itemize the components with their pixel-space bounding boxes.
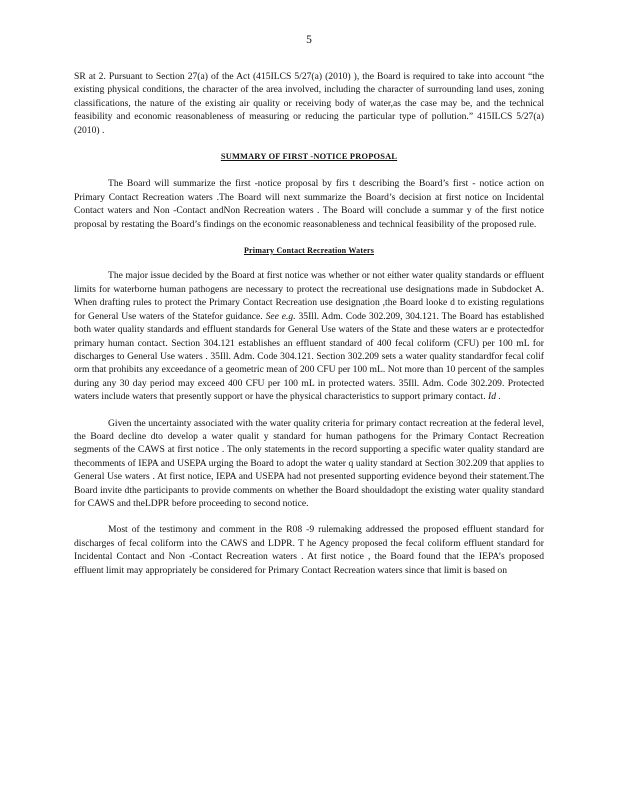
citation-see-eg: See e.g. <box>265 310 296 322</box>
paragraph-major-issue <box>74 269 544 403</box>
paragraph-summary: The Board will summarize the first -notice proposal by firs t describing the Board’s first - notice action on Primary Contact Recreation waters .The Board will next summarize the Board’s decision at first notice on Incidental Contact waters and Non -Contact andNon Recreation waters . The Board will conclude a summar y of the first notice proposal by restating the Board’s findings on the economic reasonableness and technical feasibility of the proposed rule. <box>74 178 544 230</box>
paragraph-major-issue-text-2: 35Ill. Adm. Code 302.209, 304.121. The Board has established both water quality standards and effluent standards for General Use waters of the State and these waters ar e protectedfor primary human contact. Section 304.121 establishes an effluent standard of 400 fecal coliform (CFU) per 100 mL for discharges to General Use waters . 35Ill. Adm. Code 304.121. Section 302.209 sets a water quality standardfor fecal colif orm that prohibits any exceedance of a geometric mean of 200 CFU per 100 mL. Not more than 10 percent of the samples during any 30 day period may exceed 400 CFU per 100 mL in protected waters. 35Ill. Adm. Code 302.209. Protected waters include waters that presently support or have the physical characteristics to support primary contact. <box>74 310 545 403</box>
paragraph-major-issue-end: . <box>496 391 501 403</box>
heading-summary: SUMMARY OF FIRST -NOTICE PROPOSAL <box>220 152 398 162</box>
heading-primary-contact: Primary Contact Recreation Waters <box>243 246 375 256</box>
citation-id: Id <box>488 391 497 403</box>
document-body <box>74 70 544 590</box>
paragraph-intro: SR at 2. Pursuant to Section 27(a) of the Act (415ILCS 5/27(a) (2010) ), the Board is required to take into account “the existing physical conditions, the character of the area involved, including the character of surrounding land uses, zoning classifications, the nature of the existing air quality or receiving body of water,as the case may be, and the technical feasibility and economic reasonableness of measuring or reducing the particular type of pollution.” 415ILCS 5/27(a) (2010) . <box>74 71 544 136</box>
paragraph-major-issue-text-1: The major issue decided by the Board at first notice was whether or not either water quality standards or effluent limits for waterborne human pathogens are necessary to protect the recreational use designations made in Subdocket A. When drafting rules to protect the Primary Contact Recreation use designation ,the Board looke d to existing regulations for General Use waters of the Statefor guidance. <box>74 270 544 322</box>
page-number: 5 <box>306 34 312 46</box>
paragraph-uncertainty: Given the uncertainty associated with the water quality criteria for primary contact recreation at the federal level, the Board decline dto develop a water qualit y standard for human pathogens for the Primary Contact Recreation segments of the CAWS at first notice . The only statements in the record supporting a specific water quality standard are thecomments of IEPA and USEPA urging the Board to adopt the water q uality standard at Section 302.209 that applies to General Use waters . At first notice, IEPA and USEPA had not presented supporting evidence beyond their statement.The Board invite dthe participants to provide comments on whether the Board shouldadopt the existing water quality standard for CAWS and theLDPR before proceeding to second notice. <box>74 417 544 509</box>
paragraph-testimony: Most of the testimony and comment in the R08 -9 rulemaking addressed the proposed effluent standard for discharges of fecal coliform into the CAWS and LDPR. T he Agency proposed the fecal coliform effluent standard for Incidental Contact and Non -Contact Recreation waters . At first notice , the Board found that the IEPA’s proposed effluent limit may appropriately be considered for Primary Contact Recreation waters since that limit is based on <box>74 524 544 576</box>
